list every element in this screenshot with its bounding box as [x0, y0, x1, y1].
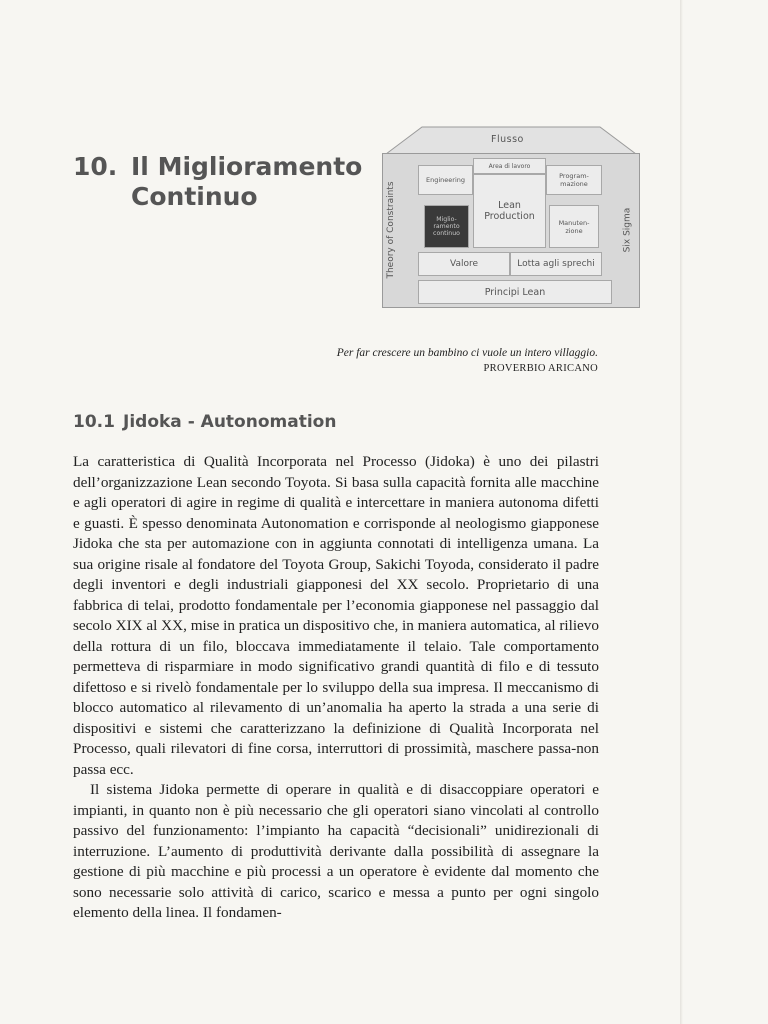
- body-text: [73, 452, 599, 924]
- diagram-principi-lean: Principi Lean: [418, 280, 612, 304]
- diagram-miglioramento-continuo: Miglio- ramento continuo: [424, 205, 469, 248]
- epigraph-source: PROVERBIO ARICANO: [483, 363, 598, 374]
- epigraph: [260, 346, 598, 376]
- paragraph-1: La caratteristica di Qualità Incorporata nel Processo (Jidoka) è uno dei pilastri dell’organizzazione Lean secondo Toyota. Si basa sulla capacità fornita alle macchine e agli operatori di agire in regime di qualità e intercettare in maniera autonoma difetti e guasti. È spesso denominata Autonomation e corrisponde al neologismo giapponese Jidoka che sta per automazione con in aggiunta connotati di intelligenza umana. La sua origine risale al fondatore del Toyota Group, Sakichi Toyoda, considerato il padre degli inventori e degli industriali giapponesi del XX secolo. Proprietario di una fabbrica di telai, prodotto fondamentale per l’economia giapponese nel passaggio dal secolo XIX al XX, mise in pratica un dispositivo che, in maniera automatica, al rilievo della rottura di un filo, bloccava immediatamente il telaio. Tale comportamento permetteva di risparmiare in modo significativo grandi quantità di filo e di tessuto difettoso e si rivelò fondamentale per lo sviluppo della sua impresa. Il meccanismo di blocco automatico al rilevamento di un’anomalia ha aperto la strada a una serie di dispositivi e sistemi che caratterizzano la definizione di Qualità Incorporata nel Processo, quali rilevatori di fine corsa, interruttori di prossimità, maschere passa-non passa ecc.: [73, 453, 599, 778]
- diagram-lotta-agli-sprechi: Lotta agli sprechi: [510, 252, 602, 276]
- epigraph-quote: Per far crescere un bambino ci vuole un intero villaggio.: [336, 347, 598, 359]
- diagram-programmazione: Program- mazione: [546, 165, 602, 195]
- diagram-left-pillar-label: Theory of Constraints: [386, 181, 396, 279]
- chapter-title-line2: Continuo: [131, 182, 258, 211]
- section-number: 10.1: [73, 412, 115, 432]
- diagram-roof-label: Flusso: [491, 134, 524, 145]
- chapter-title-line1: Il Miglioramento: [131, 152, 363, 181]
- diagram-right-pillar-label: Six Sigma: [622, 207, 633, 253]
- diagram-valore: Valore: [418, 252, 510, 276]
- section-title: Jidoka - Autonomation: [123, 412, 337, 432]
- diagram-engineering: Engineering: [418, 165, 473, 195]
- page-edge: [680, 0, 683, 1024]
- diagram-area-di-lavoro: Area di lavoro: [473, 158, 546, 174]
- section-heading: [73, 412, 336, 432]
- paragraph-2: Il sistema Jidoka permette di operare in qualità e di disaccoppiare operatori e impianti, in quanto non è più necessario che gli operatori siano vincolati al controllo passivo del funzionamento: l’impianto ha capacità “decisionali” unidirezionali di interruzione. L’aumento di produttività derivante dalla possibilità di assegnare la gestione di più macchine e più processi a un operatore è evidente dal momento che sono necessarie solo attività di carico, scarico e messa a punto per ogni singolo elemento della linea. Il fondamen-: [73, 781, 599, 921]
- chapter-title: [73, 152, 362, 212]
- diagram-manutenzione: Manuten- zione: [549, 205, 599, 248]
- chapter-number: 10.: [73, 152, 118, 181]
- diagram-lean-production: Lean Production: [473, 174, 546, 248]
- lean-house-diagram: [382, 125, 640, 308]
